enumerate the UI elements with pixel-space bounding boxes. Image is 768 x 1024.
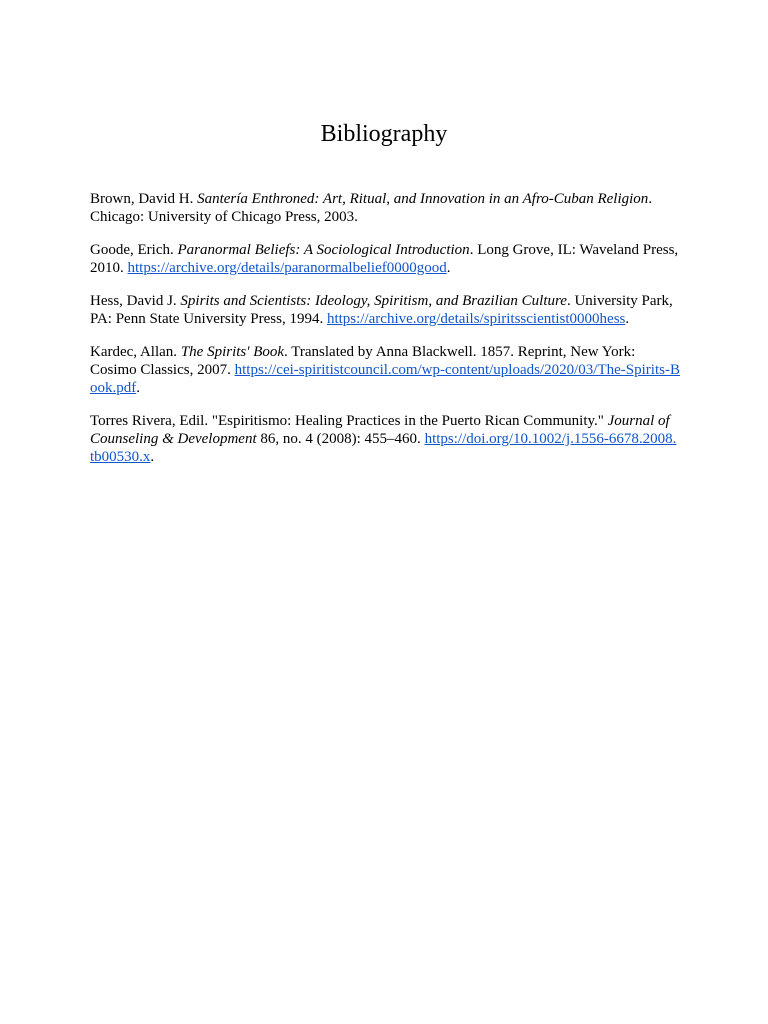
entry-author-text: Hess, David J.: [90, 293, 181, 309]
entry-title-italic: Santería Enthroned: Art, Ritual, and Innovation in an Afro-Cuban Religion: [197, 191, 649, 207]
bibliography-entry-brown: [90, 190, 680, 226]
entry-author-text: Kardec, Allan.: [90, 344, 181, 360]
entry-author-text: Brown, David H.: [90, 191, 198, 207]
entry-link[interactable]: https://archive.org/details/paranormalbelief0000good: [127, 260, 447, 276]
entry-publication-text: . Long Grove, IL: Waveland Press, 2010.: [90, 242, 679, 276]
bibliography-list: [90, 190, 680, 481]
entry-title-italic: Spirits and Scientists: Ideology, Spiritism, and Brazilian Culture: [180, 293, 567, 309]
entry-link[interactable]: https://cei-spiritistcouncil.com/wp-content/uploads/2020/03/The-Spirits-Book.pdf: [90, 362, 680, 396]
bibliography-entry-kardec: [90, 343, 680, 397]
entry-title-italic: The Spirits' Book: [180, 344, 285, 360]
entry-end-punctuation: .: [446, 260, 451, 276]
entry-end-punctuation: .: [136, 380, 140, 396]
entry-publication-text: 86, no. 4 (2008): 455–460.: [256, 431, 425, 447]
bibliography-entry-hess: [90, 292, 680, 328]
entry-author-text: Goode, Erich.: [90, 242, 178, 258]
entry-publication-text: . University Park, PA: Penn State University Press, 1994.: [90, 293, 673, 327]
entry-end-punctuation: .: [150, 449, 155, 465]
bibliography-entry-torres-rivera: [90, 412, 680, 466]
bibliography-entry-goode: [90, 241, 680, 277]
entry-link[interactable]: https://doi.org/10.1002/j.1556-6678.2008.tb00530.x: [90, 431, 677, 465]
page-title: Bibliography: [320, 121, 448, 147]
entry-link[interactable]: https://archive.org/details/spiritsscientist0000hess: [326, 311, 626, 327]
entry-author-text: Torres Rivera, Edil. "Espiritismo: Healing Practices in the Puerto Rican Community.": [90, 413, 608, 429]
entry-publication-text: . Translated by Anna Blackwell. 1857. Reprint, New York: Cosimo Classics, 2007.: [90, 344, 636, 378]
entry-publication-text: . Chicago: University of Chicago Press, 2003.: [90, 191, 653, 225]
entry-end-punctuation: .: [625, 311, 630, 327]
entry-title-italic: Journal of Counseling & Development: [90, 413, 670, 447]
entry-title-italic: Paranormal Beliefs: A Sociological Introduction: [177, 242, 470, 258]
